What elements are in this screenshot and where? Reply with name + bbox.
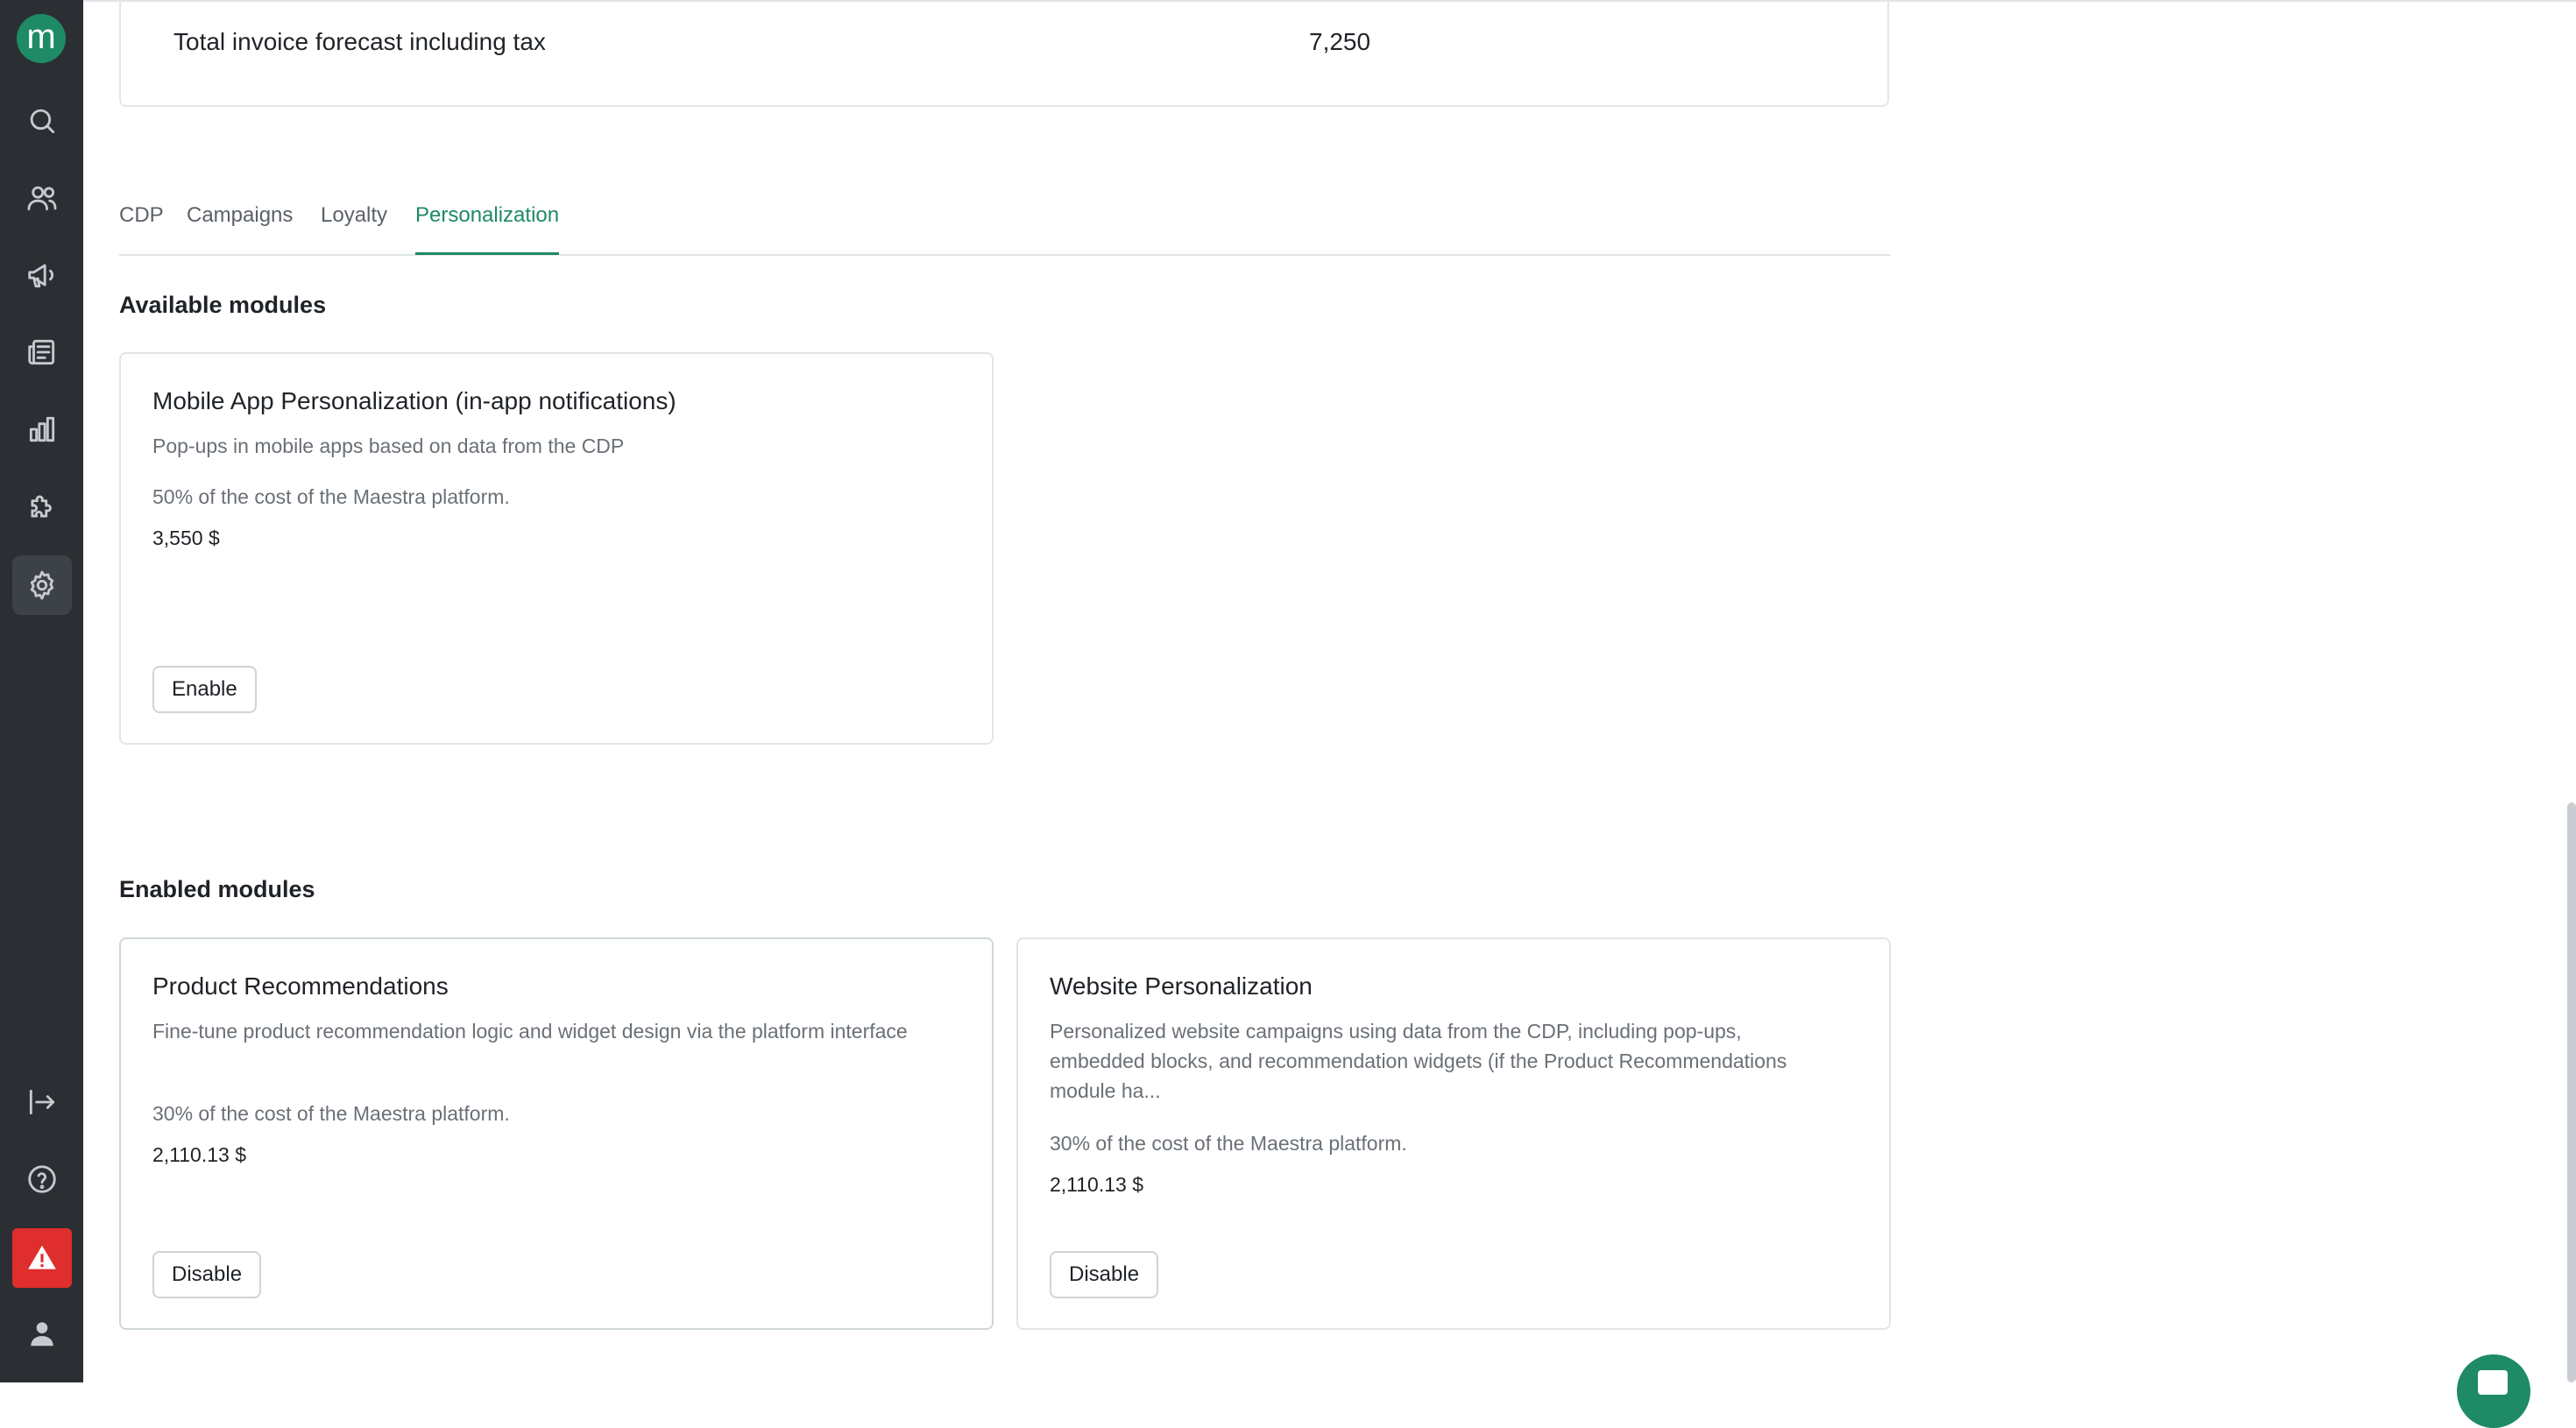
sign-out-icon[interactable] — [12, 1072, 72, 1132]
module-description: Pop-ups in mobile apps based on data from the CDP — [152, 435, 625, 457]
module-title: Mobile App Personalization (in-app notifications) — [152, 387, 676, 414]
module-card-product-recommendations — [119, 937, 994, 1330]
enable-button[interactable]: Enable — [152, 666, 257, 713]
disable-button[interactable]: Disable — [152, 1251, 261, 1298]
chat-button[interactable] — [2457, 1354, 2530, 1428]
module-cost-note: 30% of the cost of the Maestra platform. — [152, 1102, 510, 1125]
tab-loyalty[interactable]: Loyalty — [321, 203, 388, 227]
module-card-website-personalization — [1016, 937, 1891, 1330]
module-card-mobile-app-personalization — [119, 352, 994, 745]
module-price: 3,550 $ — [152, 527, 220, 549]
module-description: Personalized website campaigns using data from the CDP, including pop-ups, embedded blocks, and recommendation widgets (if the Product Recommendations module ha... — [1050, 1020, 1787, 1102]
help-icon[interactable] — [12, 1149, 72, 1209]
module-price: 2,110.13 $ — [1050, 1173, 1144, 1196]
module-cost-note: 50% of the cost of the Maestra platform. — [152, 485, 510, 508]
module-title: Product Recommendations — [152, 972, 449, 1000]
sidebar — [0, 0, 83, 1382]
disable-button[interactable]: Disable — [1050, 1251, 1158, 1298]
available-modules-heading: Available modules — [119, 292, 327, 318]
search-icon[interactable] — [12, 91, 72, 151]
logo[interactable]: m — [17, 14, 66, 63]
tab-personalization[interactable]: Personalization — [415, 203, 559, 255]
chat-icon — [2478, 1370, 2508, 1395]
users-icon[interactable] — [12, 168, 72, 228]
invoice-summary-card — [119, 0, 1889, 107]
tab-cdp[interactable]: CDP — [119, 203, 164, 227]
tab-campaigns[interactable]: Campaigns — [187, 203, 294, 227]
bar-chart-icon[interactable] — [12, 399, 72, 459]
newspaper-icon[interactable] — [12, 322, 72, 382]
warning-icon[interactable] — [12, 1228, 72, 1288]
module-cost-note: 30% of the cost of the Maestra platform. — [1050, 1132, 1407, 1155]
total-invoice-value: 7,250 — [1309, 28, 1371, 55]
scrollbar[interactable] — [2567, 802, 2576, 1382]
module-title: Website Personalization — [1050, 972, 1313, 1000]
total-invoice-label: Total invoice forecast including tax — [173, 28, 546, 55]
module-description: Fine-tune product recommendation logic and widget design via the platform interface — [152, 1020, 908, 1043]
module-tabs — [119, 200, 1891, 256]
megaphone-icon[interactable] — [12, 245, 72, 305]
enabled-modules-heading: Enabled modules — [119, 876, 315, 902]
puzzle-icon[interactable] — [12, 477, 72, 536]
user-icon[interactable] — [12, 1304, 72, 1363]
module-price: 2,110.13 $ — [152, 1143, 247, 1166]
gear-icon[interactable] — [12, 555, 72, 615]
